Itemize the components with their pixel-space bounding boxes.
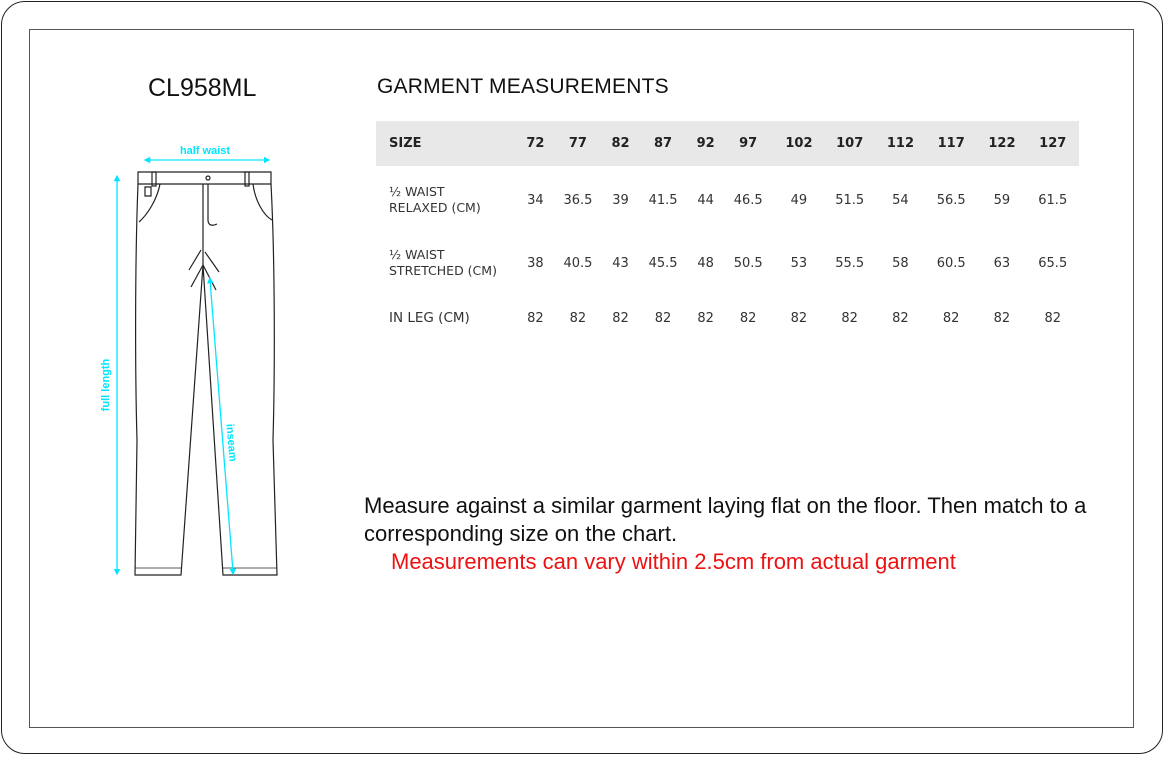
row-label [376, 166, 519, 234]
size-header: 97 [722, 121, 774, 166]
row-label [376, 234, 519, 292]
right-leg-outline [203, 184, 277, 575]
table-cell: 63 [993, 255, 1011, 271]
row-label-line: STRETCHED (CM) [389, 263, 497, 278]
size-header: 112 [876, 121, 925, 166]
table-cell: 38 [527, 255, 544, 271]
table-cell: 40.5 [563, 255, 593, 271]
size-header: 77 [552, 121, 604, 166]
table-cell: 41.5 [648, 192, 678, 208]
table-cell: 82 [739, 310, 757, 326]
size-header: 87 [637, 121, 689, 166]
table-cell: 59 [993, 192, 1011, 208]
table-cell: 82 [612, 310, 629, 326]
product-code: CL958ML [148, 74, 257, 102]
table-cell: 45.5 [648, 255, 678, 271]
section-title: GARMENT MEASUREMENTS [377, 75, 669, 98]
size-header: 117 [925, 121, 977, 166]
half-waist-label: half waist [179, 145, 231, 157]
row-label-line: ½ WAIST [389, 184, 445, 199]
table-cell: 56.5 [936, 192, 966, 208]
table-cell: 53 [790, 255, 808, 271]
right-pocket [253, 184, 272, 220]
inseam-label: inseam [223, 423, 239, 463]
header-size-label: SIZE [376, 121, 519, 166]
table-header-row [376, 121, 1079, 166]
size-header: 107 [823, 121, 875, 166]
table-cell: 39 [612, 192, 629, 208]
table-cell: 82 [697, 310, 714, 326]
table-cell: 82 [790, 310, 808, 326]
table-cell: 36.5 [563, 192, 593, 208]
size-header: 102 [774, 121, 823, 166]
table-cell: 34 [527, 192, 544, 208]
table-row [376, 292, 1079, 344]
size-header: 92 [689, 121, 722, 166]
left-pocket [139, 184, 160, 222]
size-table [376, 121, 1079, 344]
full-length-label: full length [100, 358, 112, 412]
table-cell: 82 [569, 310, 587, 326]
table-cell: 82 [892, 310, 909, 326]
table-cell: 46.5 [733, 192, 763, 208]
table-cell: 82 [942, 310, 960, 326]
table-cell: 43 [612, 255, 629, 271]
fly-stitch [208, 184, 217, 225]
table-cell: 60.5 [936, 255, 966, 271]
table-cell: 61.5 [1038, 192, 1068, 208]
table-cell: 49 [790, 192, 808, 208]
table-cell: 44 [697, 192, 714, 208]
size-header: 122 [977, 121, 1026, 166]
table-cell: 55.5 [835, 255, 865, 271]
table-cell: 65.5 [1038, 255, 1068, 271]
variance-warning: Measurements can vary within 2.5cm from actual garment [391, 549, 956, 574]
table-cell: 82 [527, 310, 544, 326]
table-cell: 54 [892, 192, 909, 208]
row-label-line: IN LEG (CM) [389, 310, 470, 326]
table-cell: 82 [1044, 310, 1062, 326]
table-row [376, 234, 1079, 292]
table-cell: 48 [697, 255, 714, 271]
table-cell: 82 [993, 310, 1011, 326]
table-cell: 82 [841, 310, 858, 326]
pants-diagram [95, 140, 295, 580]
table-cell: 50.5 [733, 255, 763, 271]
row-label-line: ½ WAIST [389, 247, 445, 262]
table-cell: 82 [654, 310, 672, 326]
table-cell: 58 [892, 255, 909, 271]
left-leg-outline [135, 184, 203, 575]
measurement-note: Measure against a similar garment laying flat on the floor. Then match to a corresponding size on the chart. [364, 493, 1087, 546]
table-cell: 51.5 [835, 192, 865, 208]
table-row [376, 166, 1079, 234]
waistband [138, 172, 271, 184]
row-label-line: RELAXED (CM) [389, 200, 481, 215]
button-icon [206, 176, 210, 180]
size-header: 127 [1026, 121, 1079, 166]
size-header: 82 [604, 121, 637, 166]
row-label [376, 292, 519, 344]
size-header: 72 [519, 121, 552, 166]
